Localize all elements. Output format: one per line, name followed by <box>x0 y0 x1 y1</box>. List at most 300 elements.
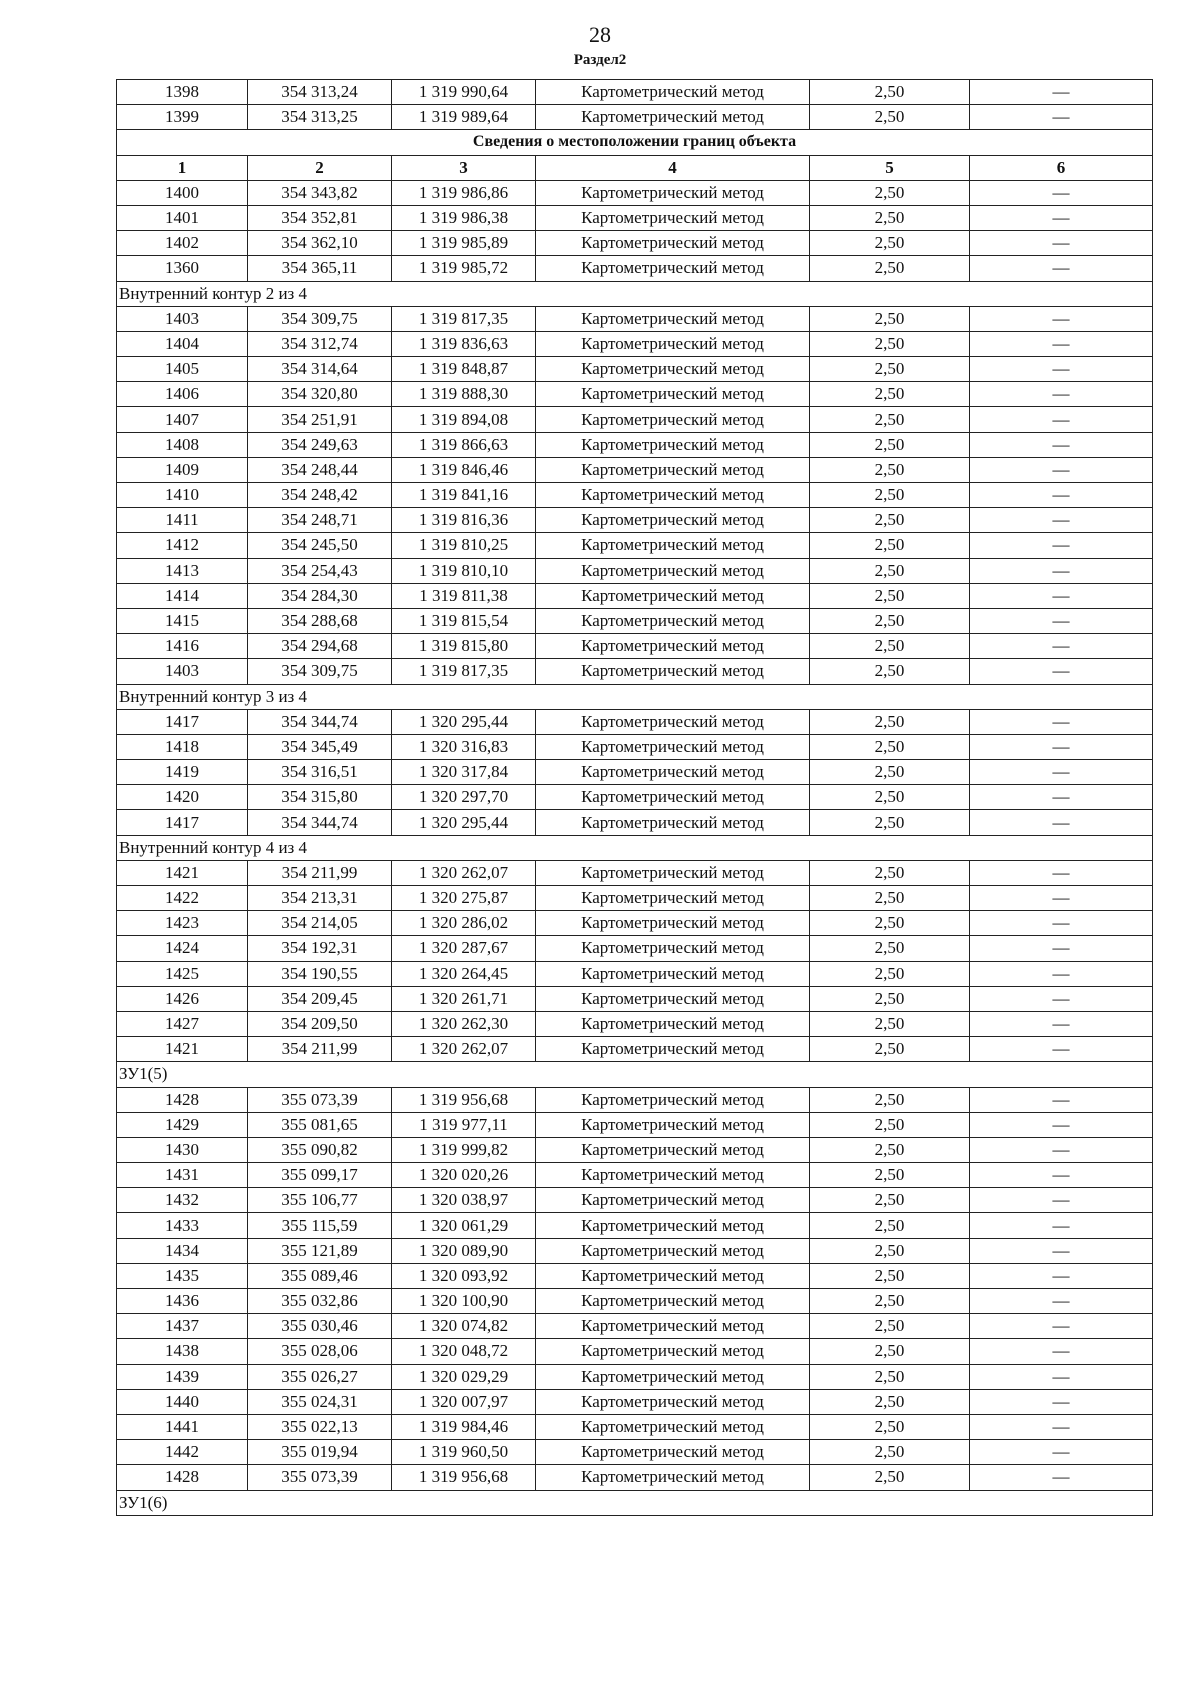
table-row <box>117 810 1153 835</box>
method-cell: Картометрический метод <box>536 256 810 281</box>
table-row <box>117 583 1153 608</box>
description-cell: — <box>970 1087 1153 1112</box>
accuracy-cell: 2,50 <box>810 331 970 356</box>
y-coordinate-cell: 1 319 990,64 <box>392 80 536 105</box>
accuracy-cell: 2,50 <box>810 1163 970 1188</box>
x-coordinate-cell: 354 344,74 <box>248 709 392 734</box>
table-row <box>117 860 1153 885</box>
point-number-cell: 1429 <box>117 1112 248 1137</box>
y-coordinate-cell: 1 320 074,82 <box>392 1314 536 1339</box>
accuracy-cell: 2,50 <box>810 432 970 457</box>
x-coordinate-cell: 354 314,64 <box>248 357 392 382</box>
point-number-cell: 1413 <box>117 558 248 583</box>
column-number-cell: 1 <box>117 155 248 180</box>
description-cell: — <box>970 80 1153 105</box>
point-number-cell: 1428 <box>117 1465 248 1490</box>
method-cell: Картометрический метод <box>536 1263 810 1288</box>
point-number-cell: 1418 <box>117 734 248 759</box>
accuracy-cell: 2,50 <box>810 256 970 281</box>
method-cell: Картометрический метод <box>536 407 810 432</box>
y-coordinate-cell: 1 320 287,67 <box>392 936 536 961</box>
accuracy-cell: 2,50 <box>810 306 970 331</box>
description-cell: — <box>970 659 1153 684</box>
x-coordinate-cell: 354 294,68 <box>248 634 392 659</box>
point-number-cell: 1417 <box>117 810 248 835</box>
y-coordinate-cell: 1 319 866,63 <box>392 432 536 457</box>
description-cell: — <box>970 1465 1153 1490</box>
accuracy-cell: 2,50 <box>810 1440 970 1465</box>
x-coordinate-cell: 354 249,63 <box>248 432 392 457</box>
point-number-cell: 1408 <box>117 432 248 457</box>
y-coordinate-cell: 1 319 815,80 <box>392 634 536 659</box>
description-cell: — <box>970 1112 1153 1137</box>
method-cell: Картометрический метод <box>536 1364 810 1389</box>
y-coordinate-cell: 1 319 841,16 <box>392 483 536 508</box>
table-row <box>117 911 1153 936</box>
accuracy-cell: 2,50 <box>810 231 970 256</box>
table-row <box>117 432 1153 457</box>
accuracy-cell: 2,50 <box>810 407 970 432</box>
table-row <box>117 608 1153 633</box>
x-coordinate-cell: 354 365,11 <box>248 256 392 281</box>
table-row <box>117 1011 1153 1036</box>
method-cell: Картометрический метод <box>536 961 810 986</box>
accuracy-cell: 2,50 <box>810 558 970 583</box>
accuracy-cell: 2,50 <box>810 457 970 482</box>
method-cell: Картометрический метод <box>536 1414 810 1439</box>
accuracy-cell: 2,50 <box>810 1188 970 1213</box>
method-cell: Картометрический метод <box>536 1238 810 1263</box>
table-row <box>117 382 1153 407</box>
table-row <box>117 936 1153 961</box>
description-cell: — <box>970 331 1153 356</box>
contour-heading-row <box>117 1062 1153 1087</box>
y-coordinate-cell: 1 320 295,44 <box>392 810 536 835</box>
contour-heading: ЗУ1(6) <box>117 1490 1153 1515</box>
accuracy-cell: 2,50 <box>810 80 970 105</box>
accuracy-cell: 2,50 <box>810 1137 970 1162</box>
accuracy-cell: 2,50 <box>810 1465 970 1490</box>
accuracy-cell: 2,50 <box>810 1314 970 1339</box>
y-coordinate-cell: 1 320 048,72 <box>392 1339 536 1364</box>
contour-heading-row <box>117 281 1153 306</box>
y-coordinate-cell: 1 319 956,68 <box>392 1465 536 1490</box>
method-cell: Картометрический метод <box>536 432 810 457</box>
method-cell: Картометрический метод <box>536 483 810 508</box>
contour-heading: Внутренний контур 3 из 4 <box>117 684 1153 709</box>
y-coordinate-cell: 1 319 810,25 <box>392 533 536 558</box>
y-coordinate-cell: 1 319 960,50 <box>392 1440 536 1465</box>
method-cell: Картометрический метод <box>536 760 810 785</box>
method-cell: Картометрический метод <box>536 382 810 407</box>
method-cell: Картометрический метод <box>536 1188 810 1213</box>
method-cell: Картометрический метод <box>536 331 810 356</box>
x-coordinate-cell: 355 030,46 <box>248 1314 392 1339</box>
method-cell: Картометрический метод <box>536 810 810 835</box>
x-coordinate-cell: 355 089,46 <box>248 1263 392 1288</box>
method-cell: Картометрический метод <box>536 1289 810 1314</box>
description-cell: — <box>970 1263 1153 1288</box>
description-cell: — <box>970 634 1153 659</box>
x-coordinate-cell: 354 312,74 <box>248 331 392 356</box>
table-row <box>117 205 1153 230</box>
description-cell: — <box>970 508 1153 533</box>
x-coordinate-cell: 354 313,25 <box>248 105 392 130</box>
table-row <box>117 1263 1153 1288</box>
y-coordinate-cell: 1 319 811,38 <box>392 583 536 608</box>
accuracy-cell: 2,50 <box>810 608 970 633</box>
contour-heading: Внутренний контур 2 из 4 <box>117 281 1153 306</box>
y-coordinate-cell: 1 320 297,70 <box>392 785 536 810</box>
point-number-cell: 1406 <box>117 382 248 407</box>
point-number-cell: 1416 <box>117 634 248 659</box>
contour-heading-row <box>117 835 1153 860</box>
method-cell: Картометрический метод <box>536 1112 810 1137</box>
x-coordinate-cell: 355 090,82 <box>248 1137 392 1162</box>
description-cell: — <box>970 457 1153 482</box>
description-cell: — <box>970 558 1153 583</box>
x-coordinate-cell: 354 248,44 <box>248 457 392 482</box>
method-cell: Картометрический метод <box>536 357 810 382</box>
point-number-cell: 1430 <box>117 1137 248 1162</box>
method-cell: Картометрический метод <box>536 911 810 936</box>
description-cell: — <box>970 1137 1153 1162</box>
point-number-cell: 1421 <box>117 860 248 885</box>
x-coordinate-cell: 355 099,17 <box>248 1163 392 1188</box>
x-coordinate-cell: 354 309,75 <box>248 306 392 331</box>
accuracy-cell: 2,50 <box>810 1364 970 1389</box>
x-coordinate-cell: 355 115,59 <box>248 1213 392 1238</box>
point-number-cell: 1407 <box>117 407 248 432</box>
column-number-row <box>117 155 1153 180</box>
description-cell: — <box>970 911 1153 936</box>
point-number-cell: 1419 <box>117 760 248 785</box>
page-number: 28 <box>589 22 611 47</box>
point-number-cell: 1431 <box>117 1163 248 1188</box>
description-cell: — <box>970 306 1153 331</box>
y-coordinate-cell: 1 319 817,35 <box>392 659 536 684</box>
x-coordinate-cell: 354 309,75 <box>248 659 392 684</box>
description-cell: — <box>970 382 1153 407</box>
method-cell: Картометрический метод <box>536 1389 810 1414</box>
table-row <box>117 1314 1153 1339</box>
description-cell: — <box>970 357 1153 382</box>
table-row <box>117 180 1153 205</box>
x-coordinate-cell: 354 192,31 <box>248 936 392 961</box>
x-coordinate-cell: 354 352,81 <box>248 205 392 230</box>
description-cell: — <box>970 608 1153 633</box>
x-coordinate-cell: 354 313,24 <box>248 80 392 105</box>
y-coordinate-cell: 1 320 029,29 <box>392 1364 536 1389</box>
method-cell: Картометрический метод <box>536 533 810 558</box>
accuracy-cell: 2,50 <box>810 1112 970 1137</box>
method-cell: Картометрический метод <box>536 1087 810 1112</box>
x-coordinate-cell: 354 343,82 <box>248 180 392 205</box>
table-row <box>117 1339 1153 1364</box>
contour-heading-row <box>117 1490 1153 1515</box>
accuracy-cell: 2,50 <box>810 533 970 558</box>
x-coordinate-cell: 354 320,80 <box>248 382 392 407</box>
accuracy-cell: 2,50 <box>810 382 970 407</box>
description-cell: — <box>970 1289 1153 1314</box>
point-number-cell: 1411 <box>117 508 248 533</box>
accuracy-cell: 2,50 <box>810 1339 970 1364</box>
y-coordinate-cell: 1 320 061,29 <box>392 1213 536 1238</box>
accuracy-cell: 2,50 <box>810 180 970 205</box>
x-coordinate-cell: 354 315,80 <box>248 785 392 810</box>
section-banner: Сведения о местоположении границ объекта <box>117 130 1153 155</box>
point-number-cell: 1441 <box>117 1414 248 1439</box>
method-cell: Картометрический метод <box>536 1465 810 1490</box>
description-cell: — <box>970 1188 1153 1213</box>
description-cell: — <box>970 936 1153 961</box>
point-number-cell: 1440 <box>117 1389 248 1414</box>
table-row <box>117 1238 1153 1263</box>
accuracy-cell: 2,50 <box>810 1087 970 1112</box>
table-row <box>117 231 1153 256</box>
y-coordinate-cell: 1 320 262,07 <box>392 1037 536 1062</box>
point-number-cell: 1434 <box>117 1238 248 1263</box>
point-number-cell: 1424 <box>117 936 248 961</box>
table-row <box>117 508 1153 533</box>
description-cell: — <box>970 961 1153 986</box>
point-number-cell: 1410 <box>117 483 248 508</box>
section-banner-row <box>117 130 1153 155</box>
method-cell: Картометрический метод <box>536 709 810 734</box>
point-number-cell: 1425 <box>117 961 248 986</box>
accuracy-cell: 2,50 <box>810 659 970 684</box>
table-row <box>117 1037 1153 1062</box>
accuracy-cell: 2,50 <box>810 583 970 608</box>
description-cell: — <box>970 1213 1153 1238</box>
method-cell: Картометрический метод <box>536 80 810 105</box>
column-number-cell: 5 <box>810 155 970 180</box>
accuracy-cell: 2,50 <box>810 508 970 533</box>
method-cell: Картометрический метод <box>536 1339 810 1364</box>
y-coordinate-cell: 1 320 316,83 <box>392 734 536 759</box>
point-number-cell: 1402 <box>117 231 248 256</box>
table-row <box>117 1112 1153 1137</box>
description-cell: — <box>970 483 1153 508</box>
x-coordinate-cell: 354 362,10 <box>248 231 392 256</box>
description-cell: — <box>970 860 1153 885</box>
description-cell: — <box>970 231 1153 256</box>
point-number-cell: 1398 <box>117 80 248 105</box>
description-cell: — <box>970 205 1153 230</box>
description-cell: — <box>970 105 1153 130</box>
method-cell: Картометрический метод <box>536 306 810 331</box>
section-title: Раздел2 <box>573 52 627 68</box>
x-coordinate-cell: 354 288,68 <box>248 608 392 633</box>
table-row <box>117 886 1153 911</box>
table-row <box>117 709 1153 734</box>
point-number-cell: 1421 <box>117 1037 248 1062</box>
table-row <box>117 1213 1153 1238</box>
accuracy-cell: 2,50 <box>810 936 970 961</box>
point-number-cell: 1360 <box>117 256 248 281</box>
contour-heading: ЗУ1(5) <box>117 1062 1153 1087</box>
point-number-cell: 1423 <box>117 911 248 936</box>
method-cell: Картометрический метод <box>536 785 810 810</box>
accuracy-cell: 2,50 <box>810 1414 970 1439</box>
description-cell: — <box>970 583 1153 608</box>
table-row <box>117 407 1153 432</box>
accuracy-cell: 2,50 <box>810 785 970 810</box>
y-coordinate-cell: 1 320 264,45 <box>392 961 536 986</box>
point-number-cell: 1436 <box>117 1289 248 1314</box>
point-number-cell: 1399 <box>117 105 248 130</box>
table-row <box>117 986 1153 1011</box>
y-coordinate-cell: 1 319 986,86 <box>392 180 536 205</box>
accuracy-cell: 2,50 <box>810 1263 970 1288</box>
y-coordinate-cell: 1 320 020,26 <box>392 1163 536 1188</box>
x-coordinate-cell: 355 081,65 <box>248 1112 392 1137</box>
contour-heading-row <box>117 684 1153 709</box>
accuracy-cell: 2,50 <box>810 1238 970 1263</box>
description-cell: — <box>970 256 1153 281</box>
table-row <box>117 1289 1153 1314</box>
point-number-cell: 1403 <box>117 306 248 331</box>
x-coordinate-cell: 354 209,50 <box>248 1011 392 1036</box>
y-coordinate-cell: 1 319 984,46 <box>392 1414 536 1439</box>
method-cell: Картометрический метод <box>536 1213 810 1238</box>
accuracy-cell: 2,50 <box>810 1213 970 1238</box>
accuracy-cell: 2,50 <box>810 986 970 1011</box>
description-cell: — <box>970 533 1153 558</box>
x-coordinate-cell: 354 211,99 <box>248 860 392 885</box>
method-cell: Картометрический метод <box>536 860 810 885</box>
column-number-cell: 2 <box>248 155 392 180</box>
x-coordinate-cell: 354 209,45 <box>248 986 392 1011</box>
point-number-cell: 1400 <box>117 180 248 205</box>
method-cell: Картометрический метод <box>536 936 810 961</box>
y-coordinate-cell: 1 320 089,90 <box>392 1238 536 1263</box>
x-coordinate-cell: 355 024,31 <box>248 1389 392 1414</box>
table-row <box>117 306 1153 331</box>
description-cell: — <box>970 1037 1153 1062</box>
y-coordinate-cell: 1 320 007,97 <box>392 1389 536 1414</box>
method-cell: Картометрический метод <box>536 105 810 130</box>
method-cell: Картометрический метод <box>536 231 810 256</box>
accuracy-cell: 2,50 <box>810 1037 970 1062</box>
y-coordinate-cell: 1 320 286,02 <box>392 911 536 936</box>
point-number-cell: 1414 <box>117 583 248 608</box>
description-cell: — <box>970 1163 1153 1188</box>
point-number-cell: 1415 <box>117 608 248 633</box>
method-cell: Картометрический метод <box>536 1314 810 1339</box>
x-coordinate-cell: 355 121,89 <box>248 1238 392 1263</box>
method-cell: Картометрический метод <box>536 583 810 608</box>
accuracy-cell: 2,50 <box>810 886 970 911</box>
accuracy-cell: 2,50 <box>810 860 970 885</box>
coordinates-table <box>116 79 1153 1516</box>
description-cell: — <box>970 1414 1153 1439</box>
method-cell: Картометрический метод <box>536 1037 810 1062</box>
y-coordinate-cell: 1 319 989,64 <box>392 105 536 130</box>
y-coordinate-cell: 1 319 894,08 <box>392 407 536 432</box>
accuracy-cell: 2,50 <box>810 357 970 382</box>
y-coordinate-cell: 1 319 848,87 <box>392 357 536 382</box>
method-cell: Картометрический метод <box>536 659 810 684</box>
point-number-cell: 1439 <box>117 1364 248 1389</box>
point-number-cell: 1438 <box>117 1339 248 1364</box>
x-coordinate-cell: 354 211,99 <box>248 1037 392 1062</box>
y-coordinate-cell: 1 320 295,44 <box>392 709 536 734</box>
table-row <box>117 634 1153 659</box>
description-cell: — <box>970 1314 1153 1339</box>
description-cell: — <box>970 734 1153 759</box>
method-cell: Картометрический метод <box>536 457 810 482</box>
description-cell: — <box>970 1339 1153 1364</box>
y-coordinate-cell: 1 319 810,10 <box>392 558 536 583</box>
x-coordinate-cell: 354 248,42 <box>248 483 392 508</box>
x-coordinate-cell: 354 284,30 <box>248 583 392 608</box>
x-coordinate-cell: 354 214,05 <box>248 911 392 936</box>
point-number-cell: 1427 <box>117 1011 248 1036</box>
table-row <box>117 1364 1153 1389</box>
y-coordinate-cell: 1 319 888,30 <box>392 382 536 407</box>
y-coordinate-cell: 1 319 816,36 <box>392 508 536 533</box>
description-cell: — <box>970 886 1153 911</box>
x-coordinate-cell: 354 316,51 <box>248 760 392 785</box>
x-coordinate-cell: 355 073,39 <box>248 1087 392 1112</box>
description-cell: — <box>970 1364 1153 1389</box>
point-number-cell: 1422 <box>117 886 248 911</box>
description-cell: — <box>970 810 1153 835</box>
table-row <box>117 659 1153 684</box>
description-cell: — <box>970 180 1153 205</box>
point-number-cell: 1437 <box>117 1314 248 1339</box>
point-number-cell: 1426 <box>117 986 248 1011</box>
point-number-cell: 1405 <box>117 357 248 382</box>
contour-heading: Внутренний контур 4 из 4 <box>117 835 1153 860</box>
table-row <box>117 785 1153 810</box>
description-cell: — <box>970 986 1153 1011</box>
x-coordinate-cell: 355 026,27 <box>248 1364 392 1389</box>
table-row <box>117 961 1153 986</box>
accuracy-cell: 2,50 <box>810 734 970 759</box>
method-cell: Картометрический метод <box>536 1011 810 1036</box>
column-number-cell: 6 <box>970 155 1153 180</box>
description-cell: — <box>970 1389 1153 1414</box>
accuracy-cell: 2,50 <box>810 911 970 936</box>
x-coordinate-cell: 355 019,94 <box>248 1440 392 1465</box>
table-row <box>117 1137 1153 1162</box>
method-cell: Картометрический метод <box>536 1163 810 1188</box>
coordinates-table-body <box>117 80 1153 1516</box>
table-row <box>117 1188 1153 1213</box>
accuracy-cell: 2,50 <box>810 634 970 659</box>
x-coordinate-cell: 354 245,50 <box>248 533 392 558</box>
y-coordinate-cell: 1 319 985,72 <box>392 256 536 281</box>
method-cell: Картометрический метод <box>536 734 810 759</box>
y-coordinate-cell: 1 320 038,97 <box>392 1188 536 1213</box>
y-coordinate-cell: 1 320 261,71 <box>392 986 536 1011</box>
x-coordinate-cell: 355 028,06 <box>248 1339 392 1364</box>
y-coordinate-cell: 1 320 262,30 <box>392 1011 536 1036</box>
table-row <box>117 483 1153 508</box>
table-row <box>117 1389 1153 1414</box>
x-coordinate-cell: 354 345,49 <box>248 734 392 759</box>
y-coordinate-cell: 1 319 999,82 <box>392 1137 536 1162</box>
y-coordinate-cell: 1 319 985,89 <box>392 231 536 256</box>
x-coordinate-cell: 355 022,13 <box>248 1414 392 1439</box>
table-row <box>117 1163 1153 1188</box>
description-cell: — <box>970 432 1153 457</box>
method-cell: Картометрический метод <box>536 558 810 583</box>
accuracy-cell: 2,50 <box>810 1011 970 1036</box>
table-row <box>117 734 1153 759</box>
